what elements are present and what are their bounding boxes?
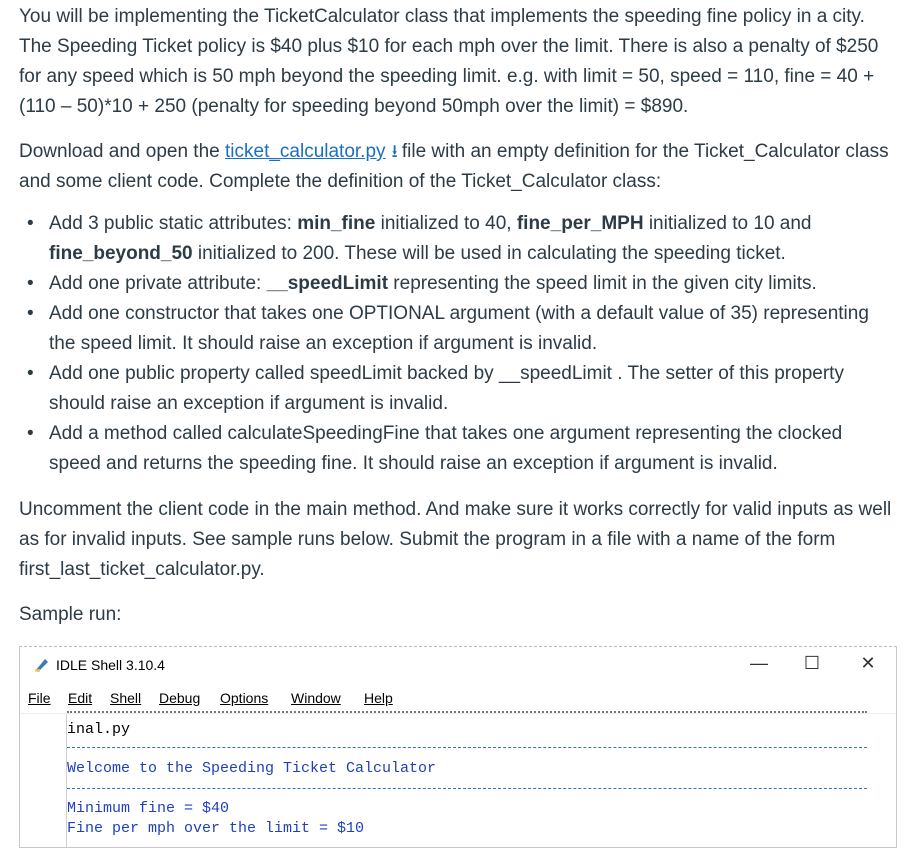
bullet-text: Add one private attribute: (49, 273, 267, 294)
ticket-calculator-download-link[interactable]: ticket_calculator.py (225, 141, 386, 162)
minimize-button[interactable]: — (750, 653, 768, 673)
bullet-text: Add 3 public static attributes: (49, 213, 298, 234)
list-item (49, 209, 899, 269)
sample-run-label: Sample run: (19, 604, 122, 625)
download-text-before: Download and open the (19, 141, 225, 162)
shell-output-area[interactable] (66, 715, 873, 848)
attribute-name: __speedLimit (266, 273, 389, 294)
idle-shell-window (19, 646, 897, 848)
title-bar (20, 647, 896, 685)
shell-line-welcome: Welcome to the Speeding Ticket Calculator (67, 760, 437, 777)
python-idle-icon (34, 657, 50, 673)
window-title: IDLE Shell 3.10.4 (56, 657, 165, 673)
maximize-button[interactable]: ☐ (803, 653, 821, 673)
bullet-text: initialized to 40, (375, 213, 517, 234)
attribute-name: fine_beyond_50 (49, 243, 193, 264)
policy-paragraph: You will be implementing the TicketCalculator class that implements the speeding fine policy in a city. The Speeding Ticket policy is $40 plus $10 for each mph over the limit. There is also a penalty of $250 for any speed which is 50 mph beyond the speeding limit. e.g. with limit = 50, speed = 110, fine = 40 + (110 – 50)*10 + 250 (penalty for speeding beyond 50mph over the limit) = $890. (19, 6, 879, 117)
shell-line-min-fine: Minimum fine = $40 (67, 800, 230, 817)
attribute-name: min_fine (297, 213, 376, 234)
menu-window[interactable]: Window (291, 690, 341, 706)
download-icon[interactable]: ⭳ (391, 141, 398, 161)
bullet-text: representing the speed limit in the given city limits. (388, 273, 817, 294)
shell-line-filename: inal.py (67, 721, 131, 738)
list-item: • Add one constructor that takes one OPTIONAL argument (with a default value of 35) representing the speed limit. It should raise an exception if argument is invalid. (49, 299, 899, 359)
separator-line (67, 747, 867, 748)
bullet-text: initialized to 200. These will be used in calculating the speeding ticket. (192, 243, 786, 264)
menu-options[interactable]: Options (220, 690, 269, 706)
attribute-name: fine_per_MPH (516, 213, 644, 234)
requirements-list (19, 209, 899, 479)
menu-shell[interactable]: Shell (110, 690, 142, 706)
menu-bar (20, 685, 896, 714)
separator-line (67, 788, 867, 789)
list-item: • Add a method called calculateSpeedingFine that takes one argument representing the clocked speed and returns the speeding fine. It should raise an exception if argument is invalid. (49, 419, 899, 479)
list-item: • Add one public property called speedLimit backed by __speedLimit . The setter of this property should raise an exception if argument is invalid. (49, 359, 899, 419)
shell-line-fine-per-mph: Fine per mph over the limit = $10 (67, 820, 365, 837)
menu-help[interactable]: Help (364, 690, 393, 706)
download-paragraph (19, 136, 899, 197)
download-text-after: file with an empty definition for the Ticket_Calculator class and some client code. Complete the definition of the Ticket_Calculator class: (19, 141, 889, 192)
menu-edit[interactable]: Edit (68, 690, 93, 706)
menu-file[interactable]: File (28, 690, 51, 706)
instructions-paragraph: Uncomment the client code in the main method. And make sure it works correctly for valid inputs as well as for invalid inputs. See sample runs below. Submit the program in a file with a name of the form first_last_ticket_calculator.py. (19, 499, 892, 580)
clipped-line-divider (67, 711, 867, 713)
bullet-text: initialized to 10 and (643, 213, 812, 234)
close-button[interactable]: ✕ (860, 653, 876, 673)
menu-debug[interactable]: Debug (159, 690, 201, 706)
list-item (49, 269, 899, 299)
